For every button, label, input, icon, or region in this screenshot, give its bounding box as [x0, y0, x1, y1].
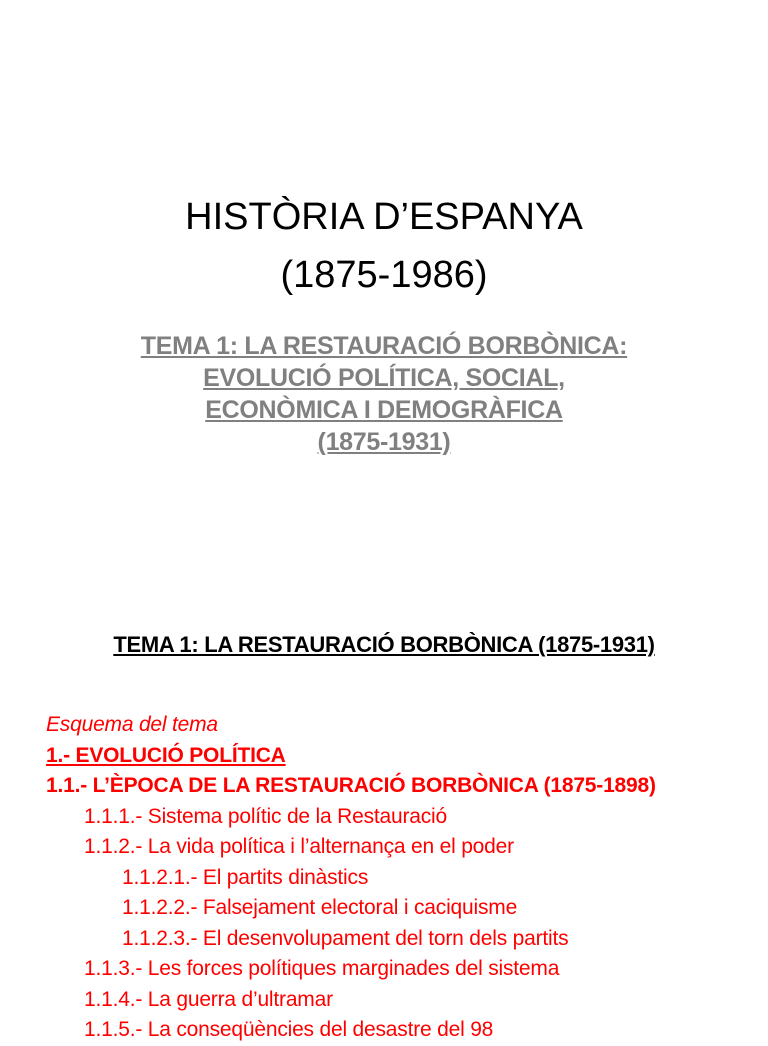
- slide-title: [0, 188, 768, 304]
- outline-item-level-3: 1.1.5.- La conseqüències del desastre del 98: [84, 1018, 494, 1041]
- slide-title-line-2: (1875-1986): [280, 254, 488, 296]
- outline-item-level-4: 1.1.2.2.- Falsejament electoral i caciquisme: [122, 896, 518, 919]
- outline-label: Esquema del tema: [46, 713, 218, 736]
- outline-item-level-3: 1.1.1.- Sistema polític de la Restauració: [84, 804, 447, 828]
- slide-title-line-1: HISTÒRIA D’ESPANYA: [185, 196, 583, 238]
- subtitle-line-3: ECONÒMICA I DEMOGRÀFICA: [205, 396, 563, 424]
- outline-item-level-4: 1.1.2.3.- El desenvolupament del torn dels partits: [122, 926, 569, 950]
- outline-item-level-3: 1.1.3.- Les forces polítiques marginades del sistema: [84, 957, 560, 980]
- topic-outline: [46, 710, 768, 1046]
- section-heading: TEMA 1: LA RESTAURACIÓ BORBÒNICA (1875-1931): [113, 632, 655, 657]
- slide-subtitle: [0, 330, 768, 458]
- outline-item-level-4: 1.1.2.1.- El partits dinàstics: [122, 865, 369, 889]
- subtitle-line-4: (1875-1931): [317, 428, 451, 456]
- subtitle-line-2: EVOLUCIÓ POLÍTICA, SOCIAL,: [203, 364, 565, 392]
- subtitle-line-1: TEMA 1: LA RESTAURACIÓ BORBÒNICA:: [140, 332, 628, 360]
- outline-item-level-2: 1.1.- L’ÈPOCA DE LA RESTAURACIÓ BORBÒNICA (1875-1898): [46, 774, 656, 797]
- outline-item-level-1: 1.- EVOLUCIÓ POLÍTICA: [46, 743, 286, 767]
- outline-item-level-3: 1.1.4.- La guerra d’ultramar: [84, 987, 333, 1011]
- outline-item-level-3: 1.1.2.- La vida política i l’alternança en el poder: [84, 835, 514, 858]
